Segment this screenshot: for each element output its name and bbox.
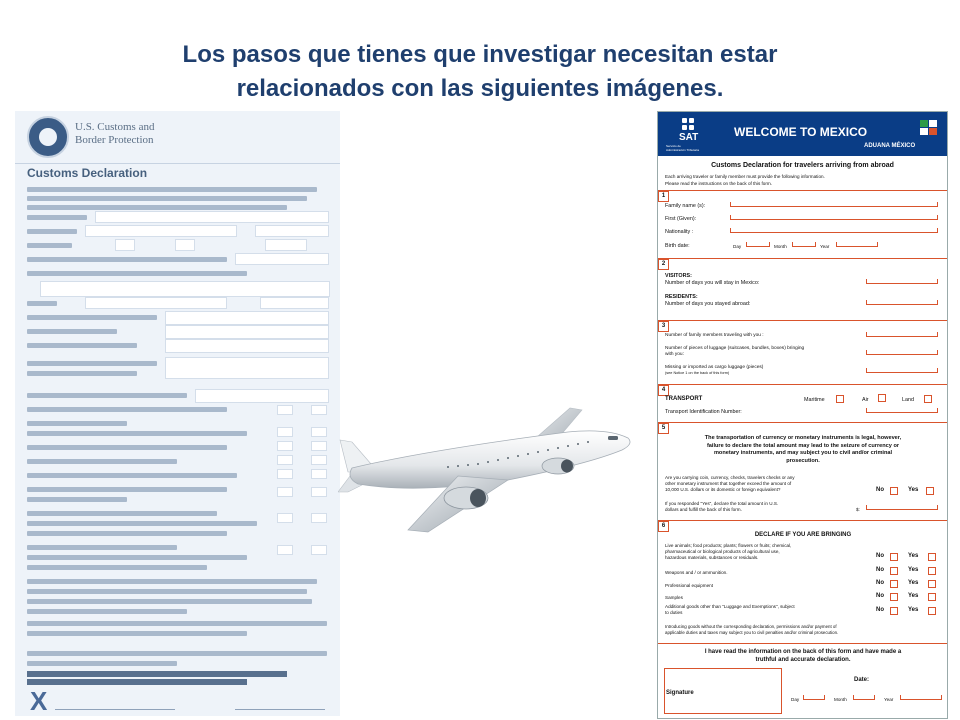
mx-form-subtitle: Customs Declaration for travelers arriving from abroad xyxy=(711,162,894,169)
label-family-members: Number of family members traveling with you : xyxy=(665,333,764,338)
label-luggage-pieces-cont: with you: xyxy=(665,352,684,357)
label-transport: TRANSPORT xyxy=(665,396,703,402)
label-yes: Yes xyxy=(908,487,919,493)
section-number: 6 xyxy=(658,521,669,532)
currency-no-checkbox xyxy=(890,487,898,495)
label-family-name: Family name (s): xyxy=(665,203,706,209)
label-maritime: Maritime xyxy=(804,397,825,403)
agency-line-2: Border Protection xyxy=(75,134,154,146)
us-agency-name xyxy=(75,121,154,147)
label-days-abroad: Number of days you stayed abroad: xyxy=(665,301,751,307)
label-visitors: VISITORS: xyxy=(665,273,692,279)
currency-if-yes: If you responded "Yes", declare the total amount in U.S. dollars and fulfill the back of this form. xyxy=(665,501,779,512)
slide-title xyxy=(60,38,900,106)
currency-yes-checkbox xyxy=(926,487,934,495)
date-line xyxy=(235,709,325,710)
label-month: Month xyxy=(774,244,787,249)
section-3 xyxy=(658,320,947,385)
sat-label: SAT xyxy=(679,132,699,143)
maritime-checkbox xyxy=(836,395,844,403)
section-number: 1 xyxy=(658,191,669,202)
currency-question: Are you carrying coin, currency, checks, travelers checks or any other monetary instrument that together exceed the amount of 10,000 U.S. dollars or its domestic or foreign equivalent? xyxy=(665,475,795,492)
land-checkbox xyxy=(924,395,932,403)
label-days-stay: Number of days you will stay in Mexico: xyxy=(665,280,760,286)
label-air: Air xyxy=(862,397,869,403)
us-form-header xyxy=(15,111,340,164)
item-weapons: Weapons and / or ammunition. xyxy=(665,570,728,575)
label-date: Date: xyxy=(854,677,870,683)
section-4 xyxy=(658,384,947,423)
label-no: No xyxy=(876,487,884,493)
section-number: 4 xyxy=(658,385,669,396)
label-birth-date: Birth date: xyxy=(665,243,690,249)
label-land: Land xyxy=(902,397,914,403)
item-professional-equipment: Professional equipment xyxy=(665,583,714,588)
sat-logo-icon xyxy=(666,116,714,150)
item-animals: Live animals; food products; plants; flowers or fruits; chemical, pharmaceutical or biological products of agricultural use, hazardous materials, substances or residuals. xyxy=(665,543,792,560)
section-5 xyxy=(658,422,947,521)
label-dollar: $: xyxy=(856,507,860,512)
label-final-day: Day xyxy=(791,697,800,702)
item-samples: Samples xyxy=(665,595,683,600)
agency-line-1: U.S. Customs and xyxy=(75,121,155,133)
section-2 xyxy=(658,258,947,321)
signature-line xyxy=(55,709,175,710)
intro-line-2: Please read the instructions on the back of this form. xyxy=(665,181,772,186)
dhs-seal-icon xyxy=(27,116,69,158)
airplane-image xyxy=(338,380,638,540)
section-6: 6 DECLARE IF YOU ARE BRINGING Live animals; food products; plants; flowers or fruits; chemical, pharmaceutical or biological products of agricultural use, hazardous materials, substances or residuals. Weapons and / or ammunition. Professional equipment Samples Additional goods other than "Luggage and Exemptions", subject to duties No Yes No Yes No Yes No Yes No Yes Introducing goods without the corresponding declaration, permissions and/or payment of applicable duties and taxes may subject you to civil penalties and/or criminal prosecution. xyxy=(658,520,947,644)
label-signature: Signature xyxy=(666,690,694,696)
aduana-logo-icon xyxy=(920,120,938,136)
sat-sublabel: Servicio de Administración Tributaria xyxy=(666,144,700,152)
us-form-title: Customs Declaration xyxy=(27,166,148,180)
us-customs-form-image xyxy=(15,111,340,716)
label-day: Day xyxy=(733,244,742,249)
aduana-label: ADUANA MÉXICO xyxy=(864,143,916,149)
section-number: 2 xyxy=(658,259,669,270)
item-additional-goods: Additional goods other than "Luggage and Exemptions", subject to duties xyxy=(665,604,795,615)
title-line-1: Los pasos que tienes que investigar necesitan estar xyxy=(182,41,778,68)
declare-heading: DECLARE IF YOU ARE BRINGING xyxy=(754,532,852,538)
label-nationality: Nationality : xyxy=(665,229,694,235)
label-final-year: Year xyxy=(884,697,894,702)
air-checkbox xyxy=(878,394,886,402)
label-residents: RESIDENTS: xyxy=(665,294,698,300)
label-final-month: Month xyxy=(834,697,847,702)
section-1 xyxy=(658,190,947,259)
currency-legal-notice: The transportation of currency or monetary instruments is legal, however, failure to declare the total amount may lead to the seizure of currency or monetary instruments, and may subject you to civil and/or criminal prosecution. xyxy=(704,435,902,464)
mx-form-banner xyxy=(658,112,947,156)
intro-line-1: Each arriving traveler or family member must provide the following information. xyxy=(665,174,825,179)
section-number: 3 xyxy=(658,321,669,332)
welcome-heading: WELCOME TO MEXICO xyxy=(734,125,868,139)
label-year: Year xyxy=(820,244,830,249)
label-transport-id: Transport Identification Number: xyxy=(665,409,742,415)
label-first-name: First (Given): xyxy=(665,216,697,222)
label-missing-luggage: Missing or imported as cargo luggage (pieces) xyxy=(665,365,764,370)
title-line-2: relacionados con las siguientes imágenes. xyxy=(236,75,724,102)
label-luggage-pieces: Number of pieces of luggage (suitcases, bundles, boxes) bringing xyxy=(665,346,805,351)
truthful-declaration-statement: I have read the information on the back of this form and have made a truthful and accurate declaration. xyxy=(704,649,902,663)
label-missing-luggage-note: (see Notice 1 on the back of this form) xyxy=(665,371,730,375)
section-number: 5 xyxy=(658,423,669,434)
signature-x-mark: X xyxy=(30,686,48,716)
mexico-customs-form-image xyxy=(657,111,948,719)
undeclared-goods-warning: Introducing goods without the corresponding declaration, permissions and/or payment of applicable duties and taxes may subject you to civil penalties and/or criminal prosecution. xyxy=(665,624,839,635)
